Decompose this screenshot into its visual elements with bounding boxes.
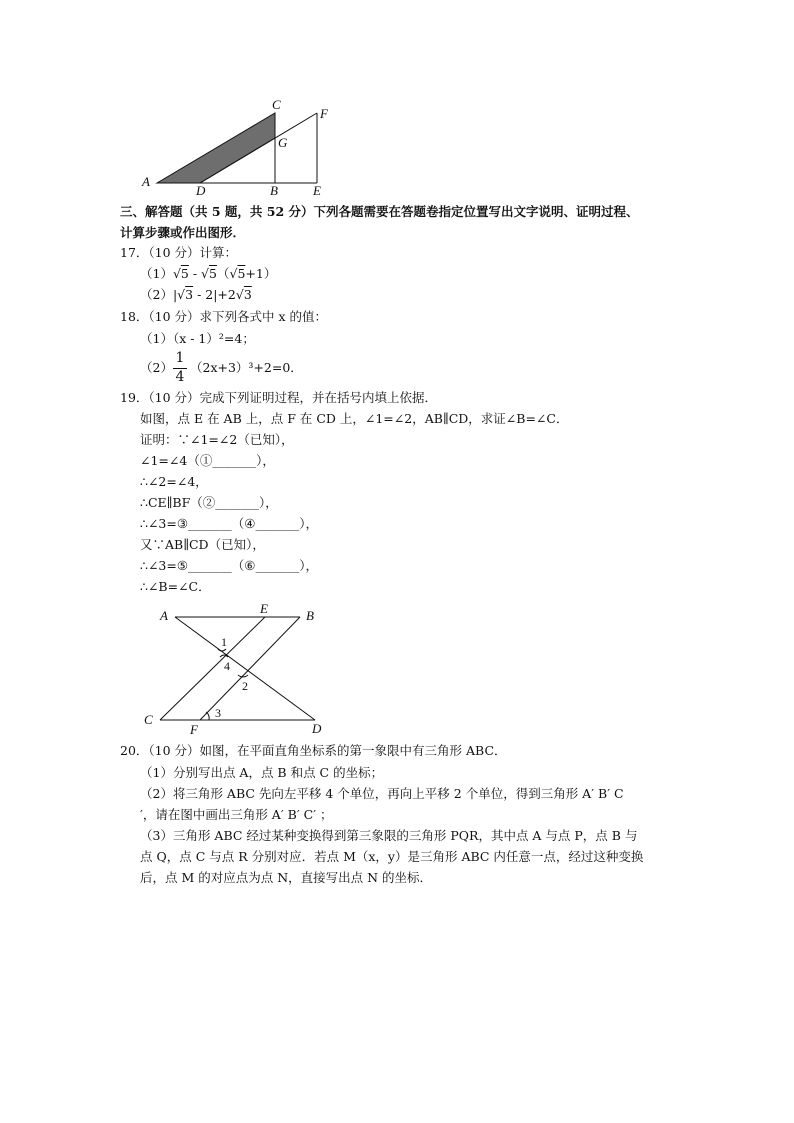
q18-item2-prefix: （2） (140, 360, 173, 375)
q19-proof-1: 证明：∵∠1=∠2（已知）， (140, 432, 294, 447)
sqrt-icon: √ (177, 287, 186, 302)
label-F2: F (190, 722, 198, 737)
label-C: C (272, 97, 281, 112)
q19-proof-3: ∴∠2=∠4， (140, 474, 208, 489)
q17-item2-r1: 3 (185, 287, 194, 302)
q17-item2-prefix: （2）| (140, 287, 178, 302)
q17-item1 (140, 266, 276, 282)
label-A: A (142, 174, 150, 189)
angle-2-label: 2 (242, 679, 248, 693)
q20-line-1: （1）分别写出点 A，点 B 和点 C 的坐标； (140, 765, 384, 780)
angle-3-label: 3 (215, 706, 221, 720)
q18-item2-tail: （2x+3）³+2=0． (190, 360, 303, 375)
q20-line-3: ′，请在图中画出三角形 A′ B′ C′ ； (140, 807, 333, 822)
figure-parallel-lines (140, 605, 340, 735)
q18-header: 18．（10 分）求下列各式中 x 的值： (120, 309, 328, 324)
q17-item1-mid: （ (216, 266, 230, 281)
q17-item1-r3: 5 (237, 266, 246, 281)
q20-line-6: 后，点 M 的对应点为点 N，直接写出点 N 的坐标． (140, 870, 433, 885)
q18-item1: （1）（x - 1）²=4； (140, 331, 255, 346)
q17-item2 (140, 287, 252, 303)
angle-1-label: 1 (221, 635, 227, 649)
q19-proof-8: ∴∠B=∠C． (140, 579, 211, 594)
q17-item1-tail: +1） (245, 266, 277, 281)
label-E: E (313, 183, 321, 198)
sqrt-icon: √ (172, 266, 181, 281)
q18-frac-den: 4 (175, 369, 185, 385)
q17-item1-r2: 5 (209, 266, 217, 281)
label-G: G (278, 135, 288, 150)
q17-item2-mid: - 2|+2 (193, 287, 236, 302)
sqrt-icon: √ (235, 287, 244, 302)
q19-proof-6: 又∵AB∥CD（已知）， (140, 537, 265, 552)
q20-line-2: （2）将三角形 ABC 先向左平移 4 个单位，再向上平移 2 个单位，得到三角形 A′ B′ C (140, 786, 624, 801)
sqrt-icon: √ (201, 266, 210, 281)
q17-item2-r2: 3 (243, 287, 252, 302)
q17-item1-minus: - (188, 266, 202, 281)
q20-header: 20．（10 分）如图，在平面直角坐标系的第一象限中有三角形 ABC． (120, 743, 507, 758)
q19-proof-2: ∠1=∠4（①_______）， (140, 453, 275, 468)
q19-header: 19．（10 分）完成下列证明过程，并在括号内填上依据． (120, 390, 438, 405)
q19-proof-4: ∴CE∥BF（②_______）， (140, 495, 278, 510)
label-D: D (196, 183, 206, 198)
q18-frac-num: 1 (175, 350, 185, 366)
q17-item1-prefix: （1） (140, 266, 173, 281)
q20-line-5: 点 Q，点 C 与点 R 分别对应．若点 M（x，y）是三角形 ABC 内任意一点，经过这种变换 (140, 849, 644, 864)
q19-statement: 如图，点 E 在 AB 上，点 F 在 CD 上，∠1=∠2，AB∥CD，求证∠B=∠C． (140, 411, 569, 426)
angle-4-label: 4 (224, 659, 230, 673)
label-B2: B (306, 608, 314, 623)
shaded-region (157, 113, 275, 183)
section-heading: 三、解答题（共 5 题，共 52 分）下列各题需要在答题卷指定位置写出文字说明、证明过程、 (120, 204, 639, 219)
q20-line-4: （3）三角形 ABC 经过某种变换得到第三象限的三角形 PQR，其中点 A 与点 P，点 B 与 (140, 828, 638, 843)
label-C2: C (144, 712, 153, 727)
label-D2: D (312, 721, 322, 736)
label-B: B (270, 183, 278, 198)
label-E2: E (260, 601, 268, 616)
q17-item1-r1: 5 (180, 266, 189, 281)
label-F: F (320, 106, 328, 121)
section-heading-cont: 计算步骤或作出图形． (120, 225, 246, 240)
label-A2: A (160, 608, 168, 623)
q19-proof-7: ∴∠3=⑤_______（⑥_______）， (140, 558, 319, 573)
sqrt-icon: √ (229, 266, 238, 281)
q19-proof-5: ∴∠3=③_______（④_______）， (140, 516, 319, 531)
q17-header: 17．（10 分）计算： (120, 245, 238, 260)
